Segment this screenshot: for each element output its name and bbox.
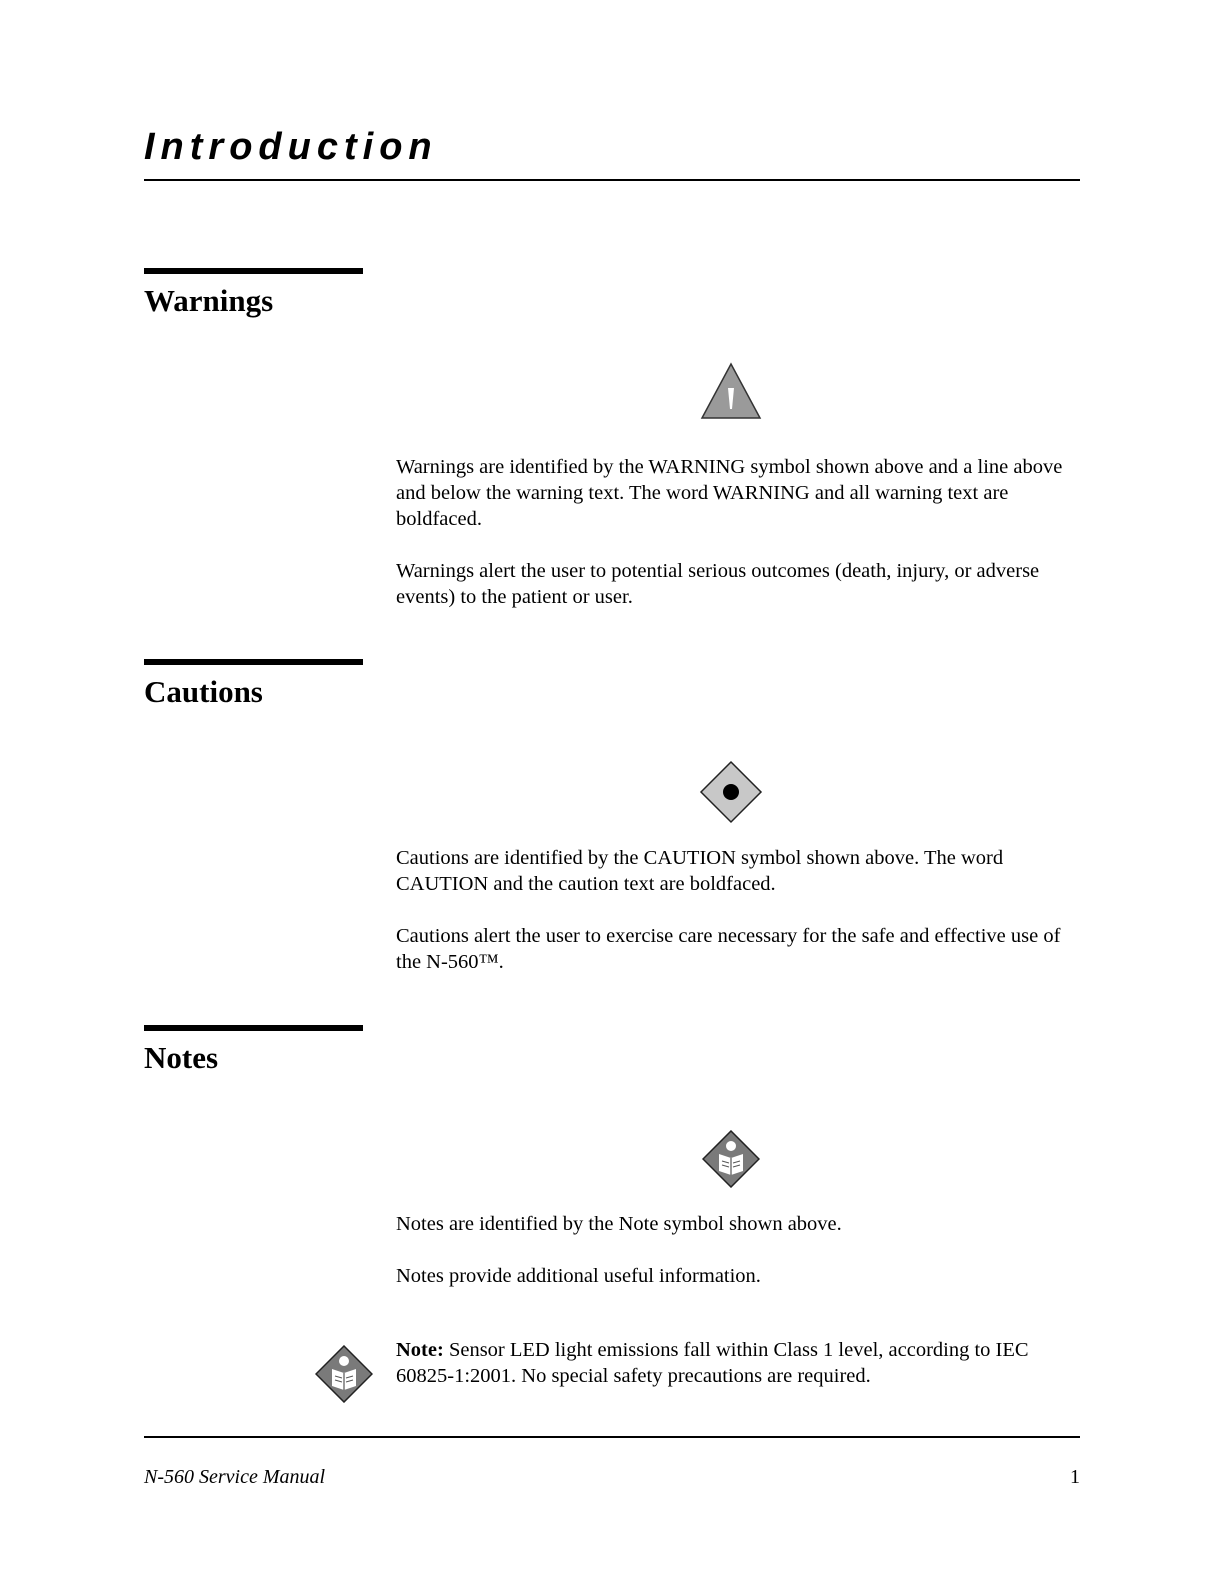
- section-bar-warnings: [144, 268, 363, 274]
- footer-rule: [144, 1436, 1080, 1438]
- notes-paragraph-1: Notes are identified by the Note symbol shown above.: [396, 1213, 842, 1235]
- note-icon-inline: [315, 1345, 373, 1403]
- caution-diamond-icon: [699, 760, 763, 824]
- section-heading-notes: Notes: [144, 1040, 219, 1075]
- footer-manual-title: N-560 Service Manual: [144, 1466, 326, 1488]
- warnings-body: [396, 454, 1086, 610]
- footer-page-number: 1: [1070, 1466, 1080, 1488]
- cautions-body: [396, 845, 1086, 975]
- warnings-paragraph-2: Warnings alert the user to potential serious outcomes (death, injury, or adverse events) to the patient or user.: [396, 560, 1040, 608]
- note-label: Note:: [396, 1339, 444, 1361]
- warnings-paragraph-1: Warnings are identified by the WARNING symbol shown above and a line above and below the warning text. The word WARNING and all warning text are boldfaced.: [396, 456, 1063, 530]
- note-text: Sensor LED light emissions fall within Class 1 level, according to IEC 60825-1:2001. No special safety precautions are required.: [396, 1339, 1029, 1387]
- note-book-icon: [702, 1130, 760, 1188]
- section-heading-warnings: Warnings: [144, 283, 274, 318]
- notes-body: [396, 1211, 1086, 1289]
- section-bar-cautions: [144, 659, 363, 665]
- chapter-title: Introduction: [144, 126, 438, 168]
- notes-paragraph-2: Notes provide additional useful information.: [396, 1265, 761, 1287]
- header-rule: [144, 179, 1080, 181]
- note-callout-text: [396, 1337, 1086, 1389]
- cautions-paragraph-1: Cautions are identified by the CAUTION symbol shown above. The word CAUTION and the caution text are boldfaced.: [396, 847, 1004, 895]
- cautions-paragraph-2: Cautions alert the user to exercise care necessary for the safe and effective use of the N-560™.: [396, 925, 1061, 973]
- section-bar-notes: [144, 1025, 363, 1031]
- warning-triangle-icon: [700, 362, 762, 420]
- section-heading-cautions: Cautions: [144, 674, 263, 709]
- note-callout: [396, 1337, 1086, 1389]
